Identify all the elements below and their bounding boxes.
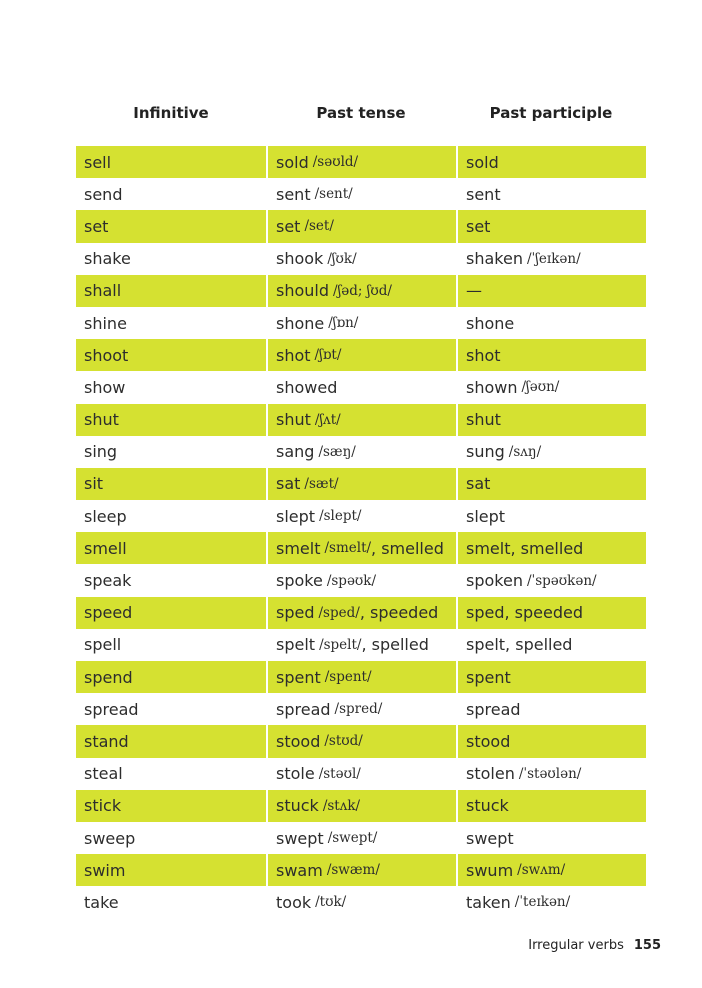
pronunciation: /ˈteɪkən/	[514, 894, 571, 911]
verb-form: slept	[466, 506, 506, 526]
infinitive-cell: sit	[76, 468, 266, 500]
pronunciation: /ʃʌt/	[314, 411, 341, 428]
past-tense-cell	[266, 886, 456, 918]
past-tense-cell	[266, 790, 456, 822]
table-row	[76, 146, 646, 178]
past-tense-cell	[266, 178, 456, 210]
past-tense-cell	[266, 146, 456, 178]
verb-form: smelt	[276, 538, 321, 558]
infinitive-cell: send	[84, 184, 123, 204]
verb-form: taken	[466, 892, 511, 912]
past-tense-cell	[266, 243, 456, 275]
verb-form: stuck	[276, 796, 319, 816]
past-tense-cell	[266, 500, 456, 532]
past-participle-cell	[456, 404, 646, 436]
pronunciation: /ʃɒn/	[328, 315, 359, 332]
pronunciation: /ʃʊk/	[327, 250, 357, 267]
pronunciation: /ʃəʊn/	[521, 379, 560, 396]
past-tense-cell	[266, 468, 456, 500]
table-row	[76, 822, 646, 854]
infinitive-cell: take	[84, 892, 119, 912]
past-participle-cell	[456, 146, 646, 178]
pronunciation: /sped/	[318, 604, 360, 621]
past-tense-cell	[266, 597, 456, 629]
table-row	[76, 371, 646, 403]
pronunciation: /spred/	[334, 701, 383, 718]
table-row	[76, 307, 646, 339]
pronunciation: /slept/	[319, 508, 362, 525]
header-infinitive: Infinitive	[133, 104, 209, 122]
past-participle-cell	[456, 532, 646, 564]
verb-form: sold	[276, 152, 309, 172]
infinitive-cell: set	[76, 210, 266, 242]
infinitive-cell: stand	[76, 725, 266, 757]
infinitive-cell: sell	[76, 146, 266, 178]
past-participle-cell	[456, 597, 646, 629]
past-tense-cell	[266, 822, 456, 854]
pronunciation: /sæt/	[304, 475, 339, 492]
pronunciation: /ʃəd; ʃʊd/	[333, 282, 392, 299]
infinitive-cell: spread	[84, 699, 139, 719]
verb-form: shot	[466, 345, 501, 365]
section-title: Irregular verbs	[528, 938, 624, 953]
pronunciation: /ʃɒt/	[314, 347, 342, 364]
table-row	[76, 886, 646, 918]
verb-form: shone	[276, 313, 325, 333]
verb-form: shut	[276, 410, 311, 430]
table-row	[76, 339, 646, 371]
table-row	[76, 178, 646, 210]
verb-form: , spelled	[361, 635, 429, 655]
verb-form: spread	[466, 699, 521, 719]
verb-form: shook	[276, 249, 324, 269]
past-tense-cell	[266, 275, 456, 307]
pronunciation: /swʌm/	[517, 862, 566, 879]
infinitive-cell: speak	[84, 571, 132, 591]
pronunciation: /ˈstəʊlən/	[518, 765, 582, 782]
past-participle-cell	[456, 339, 646, 371]
verb-form: spread	[276, 699, 331, 719]
past-tense-cell	[266, 661, 456, 693]
infinitive-cell: speed	[76, 597, 266, 629]
verb-form: spelt	[276, 635, 316, 655]
verb-form: sped	[276, 603, 315, 623]
infinitive-cell: shoot	[76, 339, 266, 371]
past-participle-cell	[456, 178, 646, 210]
pronunciation: /set/	[304, 218, 334, 235]
past-tense-cell	[266, 532, 456, 564]
verb-form: shaken	[466, 249, 523, 269]
table-row	[76, 564, 646, 596]
verb-form: spelt, spelled	[466, 635, 573, 655]
verb-form: sent	[466, 184, 501, 204]
verb-form: stuck	[466, 796, 509, 816]
past-tense-cell	[266, 210, 456, 242]
past-participle-cell	[456, 693, 646, 725]
table-row	[76, 468, 646, 500]
past-participle-cell	[456, 886, 646, 918]
past-participle-cell	[456, 500, 646, 532]
verb-form: shone	[466, 313, 515, 333]
past-tense-cell	[266, 371, 456, 403]
table-row	[76, 758, 646, 790]
pronunciation: /spəʊk/	[326, 572, 377, 589]
verb-form: swept	[466, 828, 514, 848]
verb-form: sold	[466, 152, 499, 172]
verb-form: stood	[466, 731, 511, 751]
verb-form: sat	[276, 474, 301, 494]
verb-form: spent	[276, 667, 321, 687]
verb-form: slept	[276, 506, 316, 526]
page-footer	[528, 938, 661, 953]
past-participle-cell	[456, 725, 646, 757]
verb-form: , smelled	[371, 538, 444, 558]
infinitive-cell: spend	[76, 661, 266, 693]
past-participle-cell	[456, 243, 646, 275]
infinitive-cell: shut	[76, 404, 266, 436]
verb-form: sat	[466, 474, 491, 494]
table-row	[76, 500, 646, 532]
verb-form: stole	[276, 764, 315, 784]
past-tense-cell	[266, 758, 456, 790]
table-row	[76, 693, 646, 725]
verb-form: showed	[276, 377, 338, 397]
past-participle-cell	[456, 661, 646, 693]
verb-form: swept	[276, 828, 324, 848]
verb-form: —	[466, 281, 482, 301]
table-header	[76, 104, 646, 122]
pronunciation: /sʌŋ/	[508, 443, 542, 460]
past-participle-cell	[456, 822, 646, 854]
table-row	[76, 629, 646, 661]
past-participle-cell	[456, 854, 646, 886]
table-row	[76, 790, 646, 822]
infinitive-cell: steal	[84, 764, 123, 784]
verb-form: swum	[466, 860, 514, 880]
pronunciation: /stəʊl/	[318, 765, 361, 782]
pronunciation: /smelt/	[324, 540, 372, 557]
pronunciation: /swæm/	[326, 862, 380, 879]
verb-form: sung	[466, 442, 505, 462]
verb-form: shot	[276, 345, 311, 365]
past-tense-cell	[266, 693, 456, 725]
past-participle-cell	[456, 790, 646, 822]
infinitive-cell: sing	[84, 442, 118, 462]
past-participle-cell	[456, 275, 646, 307]
pronunciation: /swept/	[327, 830, 378, 847]
verb-form: should	[276, 281, 330, 301]
infinitive-cell: show	[84, 377, 126, 397]
pronunciation: /sent/	[314, 186, 353, 203]
pronunciation: /tʊk/	[315, 894, 347, 911]
page-number: 155	[633, 938, 661, 953]
verb-form: spoke	[276, 571, 323, 591]
past-participle-cell	[456, 758, 646, 790]
verb-form: stolen	[466, 764, 515, 784]
pronunciation: /stʌk/	[322, 797, 361, 814]
verb-form: shown	[466, 377, 518, 397]
pronunciation: /stʊd/	[324, 733, 363, 750]
verb-form: took	[276, 892, 312, 912]
past-participle-cell	[456, 564, 646, 596]
header-past-participle: Past participle	[489, 104, 613, 122]
table-row	[76, 436, 646, 468]
verb-form: sang	[276, 442, 315, 462]
past-participle-cell	[456, 629, 646, 661]
infinitive-cell: shine	[84, 313, 127, 333]
table-row	[76, 854, 646, 886]
table-row	[76, 597, 646, 629]
table-row	[76, 404, 646, 436]
past-participle-cell	[456, 436, 646, 468]
verb-form: smelt, smelled	[466, 538, 584, 558]
infinitive-cell: sweep	[84, 828, 136, 848]
infinitive-cell: sleep	[84, 506, 127, 526]
pronunciation: /ˈspəʊkən/	[526, 572, 597, 589]
past-tense-cell	[266, 307, 456, 339]
infinitive-cell: stick	[76, 790, 266, 822]
past-participle-cell	[456, 468, 646, 500]
past-tense-cell	[266, 436, 456, 468]
table-row	[76, 661, 646, 693]
past-participle-cell	[456, 371, 646, 403]
pronunciation: /ˈʃeɪkən/	[526, 250, 581, 267]
infinitive-cell: shall	[76, 275, 266, 307]
infinitive-cell: swim	[76, 854, 266, 886]
verb-form: set	[466, 216, 491, 236]
verb-form: sped, speeded	[466, 603, 583, 623]
past-tense-cell	[266, 629, 456, 661]
verb-form: sent	[276, 184, 311, 204]
verb-form: set	[276, 216, 301, 236]
infinitive-cell: shake	[84, 249, 131, 269]
past-participle-cell	[456, 307, 646, 339]
irregular-verbs-table	[76, 146, 646, 919]
verb-form: spent	[466, 667, 511, 687]
verb-form: spoken	[466, 571, 523, 591]
table-row	[76, 243, 646, 275]
verb-form: , speeded	[359, 603, 439, 623]
header-past-tense: Past tense	[316, 104, 406, 122]
past-tense-cell	[266, 404, 456, 436]
pronunciation: /səʊld/	[312, 154, 359, 171]
verb-form: stood	[276, 731, 321, 751]
pronunciation: /sæŋ/	[318, 443, 356, 460]
verb-form: shut	[466, 410, 501, 430]
past-tense-cell	[266, 564, 456, 596]
past-tense-cell	[266, 725, 456, 757]
past-tense-cell	[266, 854, 456, 886]
table-row	[76, 532, 646, 564]
infinitive-cell: spell	[84, 635, 122, 655]
table-row	[76, 210, 646, 242]
pronunciation: /spent/	[324, 669, 372, 686]
past-participle-cell	[456, 210, 646, 242]
infinitive-cell: smell	[76, 532, 266, 564]
table-row	[76, 275, 646, 307]
verb-form: swam	[276, 860, 323, 880]
table-row	[76, 725, 646, 757]
past-tense-cell	[266, 339, 456, 371]
pronunciation: /spelt/	[319, 636, 362, 653]
